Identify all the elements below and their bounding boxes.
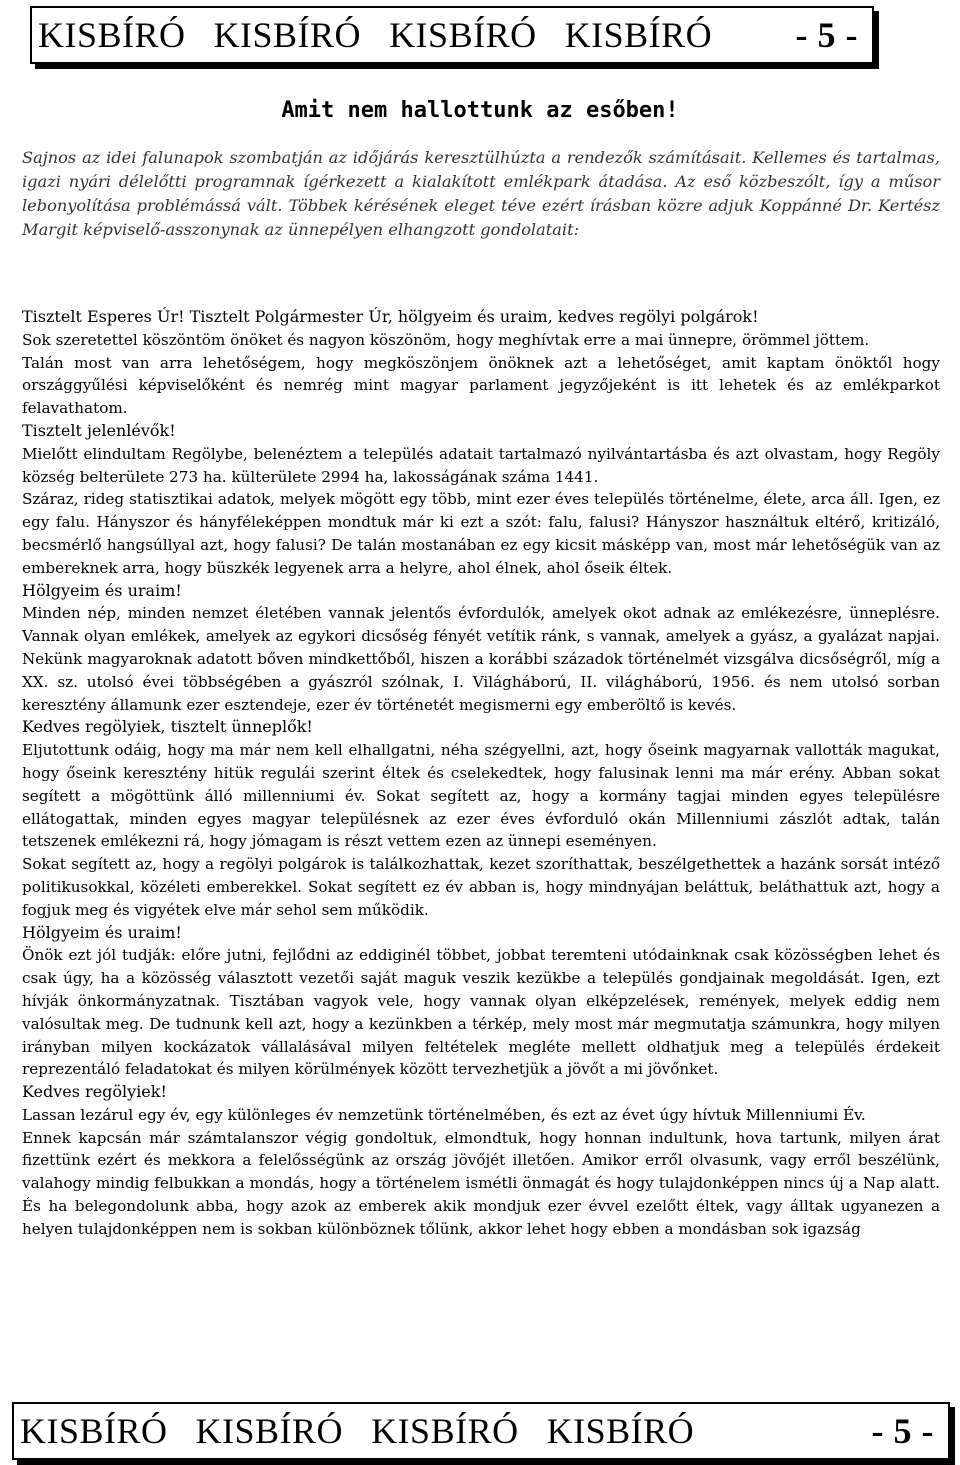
body-paragraph: Ennek kapcsán már számtalanszor végig gondoltuk, elmondtuk, hogy honnan indultunk, hova tartunk, milyen árat fizettünk ezért és mekkora a felelősségünk az ország jövőjét illetően. Amikor erről olvasunk, vagy erről beszélünk, valahogy mindig felbukkan a mondás, hogy a történelem ismétli önmagát és hogy tulajdonképpen nincs új a Nap alatt. És ha belegondolunk abba, hogy azok az emberek akik mondjuk ezer évvel ezelőtt éltek, vagy álltak ugyanezen a helyen tulajdonképpen nem is sokban különböznek tőlünk, akkor lehet hogy ebben a mondásban sok igazság	[22, 1128, 940, 1238]
salutation-line: Tisztelt jelenlévők!	[22, 420, 176, 440]
salutation-line: Hölgyeim és uraim!	[22, 922, 182, 942]
salutation-line: Tisztelt Esperes Úr! Tisztelt Polgármester Úr, hölgyeim és uraim, kedves regölyi polgárok!	[22, 307, 759, 326]
footer-word: KISBÍRÓ	[195, 1411, 344, 1451]
body-paragraph: Minden nép, minden nemzet életében vannak jelentős évfordulók, amelyek okot adnak az emlékezésre, ünneplésre. Vannak olyan emlékek, amelyek az egykori dicsőség fényét vetítik ránk, s vannak, amelyek a gyász, a gyalázat napjai. Nekünk magyaroknak adatott bőven mindkettőből, hiszen a korábbi századok történelmét vizsgálva dicsőségről, míg a XX. sz. utolsó évei többségében a gyászról szólnak, I. Világháború, II. világháború, 1956. és nem utolsó sorban keresztény államunk ezer esztendeje, ezer év történetét megismerni egy emberöltő is kevés.	[22, 604, 940, 714]
body-paragraph: Mielőtt elindultam Regölybe, belenéztem a település adatait tartalmazó nyilvántartásba és azt olvastam, hogy Regöly község belterülete 273 ha. külterülete 2994 ha, lakosságának száma 1441.	[22, 444, 940, 486]
footer-page-number: - 5 -	[871, 1411, 934, 1451]
footer-word: KISBÍRÓ	[546, 1411, 695, 1451]
footer-banner	[12, 1402, 950, 1460]
footer-word: KISBÍRÓ	[20, 1411, 168, 1451]
article-title: Amit nem hallottunk az esőben!	[281, 98, 679, 123]
footer-title-words	[20, 1410, 694, 1452]
header-word: KISBÍRÓ	[389, 15, 537, 55]
salutation-line: Kedves regölyiek!	[22, 1082, 167, 1102]
header-word: KISBÍRÓ	[38, 15, 186, 55]
body-paragraph: Sokat segített az, hogy a regölyi polgárok is találkozhattak, kezet szoríthattak, beszélgethettek a hazánk sorsát intéző politikusokkal, közéleti emberekkel. Sokat segített ez év abban is, hogy mindnyájan beláttuk, beláthattuk azt, hogy a fogjuk meg és vigyétek elve már sehol sem működik.	[22, 855, 940, 919]
salutation-line: Kedves regölyiek, tisztelt ünneplők!	[22, 717, 313, 737]
header-page-number: - 5 -	[795, 15, 858, 55]
header-word: KISBÍRÓ	[564, 15, 713, 55]
header-title-words	[38, 14, 712, 56]
article-body	[22, 306, 940, 1241]
body-paragraph: Lassan lezárul egy év, egy különleges év nemzetünk történelmében, és ezt az évet úgy hívtuk Millenniumi Év.	[22, 1105, 866, 1124]
body-paragraph: Önök ezt jól tudják: előre jutni, fejlődni az eddiginél többet, jobbat teremteni utódainknak csak közösségben lehet és csak úgy, ha a közösség választott vezetői saját maguk veszik kezükbe a település gondjainak megoldását. Igen, ezt hívják önkormányzatnak. Tisztában vagyok vele, hogy vannak olyan elképzelések, remények, melyek eddig nem valósultak meg. De tudnunk kell azt, hogy a kezünkben a térkép, mely most már megmutatja számunkra, hogy milyen irányban milyen kockázatok vállalásával milyen feltételek megléte mellett oldhatjuk meg a település érdekeit reprezentáló feladatokat és milyen körülmények között tervezhetjük a jövőt a mi jövőnket.	[22, 946, 940, 1079]
body-paragraph: Talán most van arra lehetőségem, hogy megköszönjem önöknek azt a lehetőséget, amit kaptam önöktől hogy országgyűlési képviselőként és nemrég mint magyar parlament jegyzőjeként is itt lehetek és az emlékparkot felavathatom.	[22, 353, 940, 418]
header-word: KISBÍRÓ	[213, 15, 362, 55]
body-paragraph: Eljutottunk odáig, hogy ma már nem kell elhallgatni, néha szégyellni, azt, hogy őseink magyarnak vallották magukat, hogy őseink keresztény hitük regulái szerint éltek és cselekedtek, hogy falusinak lenni ma már erény. Abban sokat segített a mögöttünk álló millenniumi év. Sokat segített az, hogy a kormány tagjai minden egyes településre ellátogattak, minden egyes magyar településnek az ezer éves évforduló okán Millenniumi zászlót adtak, talán tetszenek emlékezni rá, hogy jómagam is részt vettem ezen az ünnepi eseményen.	[22, 741, 940, 851]
salutation-line: Hölgyeim és uraim!	[22, 580, 182, 600]
article-lead: Sajnos az idei falunapok szombatján az időjárás keresztülhúzta a rendezők számításait. Kellemes és tartalmas, igazi nyári délelőtti programnak ígérkezett a kialakított emlékpark átadása. Az eső közbeszólt, így a műsor lebonyolítása problémássá vált. Többek kérésének eleget téve ezért írásban közre adjuk Koppánné Dr. Kertész Margit képviselő-asszonynak az ünnepélyen elhangzott gondolatait:	[22, 148, 940, 239]
header-banner	[30, 6, 874, 64]
footer-word: KISBÍRÓ	[371, 1411, 519, 1451]
body-paragraph: Száraz, rideg statisztikai adatok, melyek mögött egy több, mint ezer éves település történelme, élete, arca áll. Igen, ez egy falu. Hányszor és hányféleképpen mondtuk már ki ezt a szót: falu, falusi? Hányszor használtuk eltérő, kritizáló, becsmérlő hangsúllyal azt, hogy falusi? De talán mostanában ez egy kicsit másképp van, most már lehetőségük van az embereknek arra, hogy büszkék legyenek arra a helyre, ahol élnek, ahol őseik éltek.	[22, 490, 940, 577]
body-paragraph: Sok szeretettel köszöntöm önöket és nagyon köszönöm, hogy meghívtak erre a mai ünnepre, örömmel jöttem.	[22, 330, 870, 349]
